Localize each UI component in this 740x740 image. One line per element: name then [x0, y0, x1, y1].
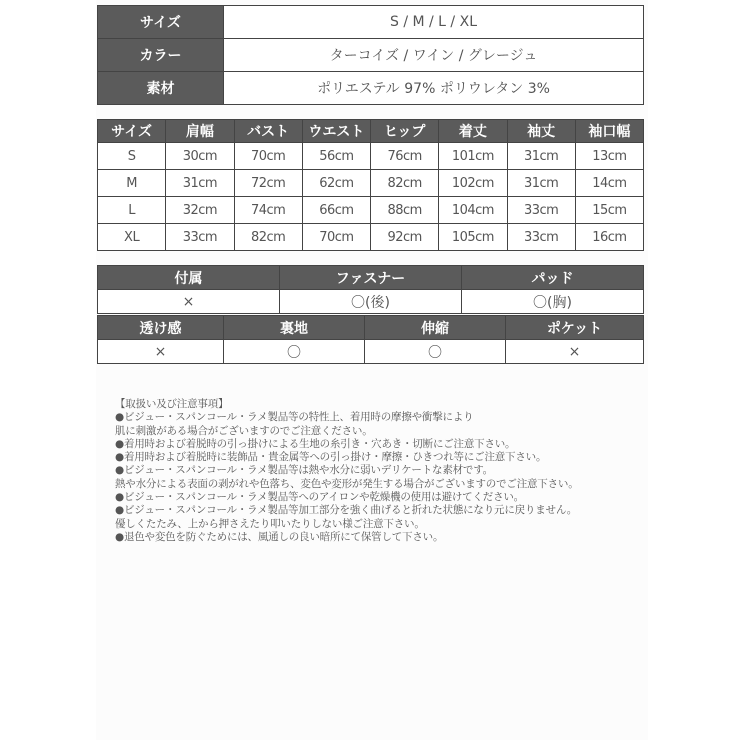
column-header: 付属 [98, 266, 280, 290]
table-cell: 33cm [507, 197, 575, 224]
column-header: 肩幅 [166, 120, 234, 143]
table-cell: 70cm [302, 224, 370, 251]
column-header: パッド [462, 266, 644, 290]
care-note-line: 優しくたたみ、上から押さえたり叩いたりしない様ご注意下さい。 [115, 517, 425, 530]
table-cell: 31cm [166, 170, 234, 197]
column-header: 袖口幅 [575, 120, 643, 143]
features-table [97, 315, 644, 364]
spec-label: 素材 [98, 72, 224, 105]
table-cell: 72cm [234, 170, 302, 197]
spec-value: S / M / L / XL [224, 6, 644, 39]
column-header: バスト [234, 120, 302, 143]
table-cell: 33cm [166, 224, 234, 251]
table-row [98, 143, 644, 170]
table-cell: XL [98, 224, 166, 251]
table-cell: 〇(後) [280, 290, 462, 314]
table-cell: 66cm [302, 197, 370, 224]
table-cell: 56cm [302, 143, 370, 170]
product-info-panel [96, 0, 648, 740]
care-note-line: 肌に刺激がある場合がございますのでご注意ください。 [115, 424, 373, 437]
column-header: サイズ [98, 120, 166, 143]
table-cell: 102cm [439, 170, 507, 197]
table-cell: 74cm [234, 197, 302, 224]
spec-value: ポリエステル 97% ポリウレタン 3% [224, 72, 644, 105]
column-header: 袖丈 [507, 120, 575, 143]
table-cell: 101cm [439, 143, 507, 170]
spec-value: ターコイズ / ワイン / グレージュ [224, 39, 644, 72]
care-note-line: ●退色や変色を防ぐためには、風通しの良い暗所にて保管して下さい。 [115, 530, 444, 543]
table-row [98, 224, 644, 251]
care-note-line: ●ビジュー・スパンコール・ラメ製品等加工部分を強く曲げると折れた状態になり元に戻りません。 [115, 504, 578, 517]
spec-label: サイズ [98, 6, 224, 39]
column-header: 着丈 [439, 120, 507, 143]
table-cell: 33cm [507, 224, 575, 251]
table-cell: 31cm [507, 143, 575, 170]
table-cell: M [98, 170, 166, 197]
size-chart-header [98, 120, 644, 143]
spec-row-size [98, 6, 644, 39]
care-note-line: ●ビジュー・スパンコール・ラメ製品等は熱や水分に弱いデリケートな素材です。 [115, 464, 493, 477]
table-row [98, 197, 644, 224]
spec-table [97, 5, 644, 105]
column-header: 裏地 [224, 316, 365, 340]
table-cell: × [98, 290, 280, 314]
spec-row-material [98, 72, 644, 105]
table-cell: S [98, 143, 166, 170]
table-cell: 70cm [234, 143, 302, 170]
column-header: 透け感 [98, 316, 224, 340]
table-cell: 105cm [439, 224, 507, 251]
table-row [98, 340, 644, 364]
table-cell: 76cm [371, 143, 439, 170]
table-cell: 62cm [302, 170, 370, 197]
accessories-header [98, 266, 644, 290]
table-cell: 14cm [575, 170, 643, 197]
table-cell: 82cm [371, 170, 439, 197]
table-cell: 13cm [575, 143, 643, 170]
spec-label: カラー [98, 39, 224, 72]
table-cell: 92cm [371, 224, 439, 251]
table-row [98, 290, 644, 314]
size-chart-table [97, 119, 644, 251]
care-note-line: 熱や水分による表面の剥がれや色落ち、変色や変形が発生する場合がございますのでご注意下さい。 [115, 477, 579, 490]
table-cell: × [98, 340, 224, 364]
table-cell: × [506, 340, 644, 364]
care-notes-title: 【取扱い及び注意事項】 [115, 398, 229, 410]
table-cell: 31cm [507, 170, 575, 197]
table-cell: 88cm [371, 197, 439, 224]
table-cell: 〇 [365, 340, 506, 364]
care-notes [115, 398, 579, 544]
care-note-line: ●着用時および着脱時に装飾品・貴金属等への引っ掛け・摩擦・ひきつれ等にご注意下さい。 [115, 451, 547, 464]
table-cell: 〇(胸) [462, 290, 644, 314]
column-header: ポケット [506, 316, 644, 340]
care-note-line: ●ビジュー・スパンコール・ラメ製品等の特性上、着用時の摩擦や衝撃により [115, 411, 474, 424]
features-header [98, 316, 644, 340]
column-header: ヒップ [371, 120, 439, 143]
table-row [98, 170, 644, 197]
table-cell: 82cm [234, 224, 302, 251]
table-cell: 16cm [575, 224, 643, 251]
table-cell: 30cm [166, 143, 234, 170]
column-header: ウエスト [302, 120, 370, 143]
table-cell: 15cm [575, 197, 643, 224]
table-cell: 104cm [439, 197, 507, 224]
spec-row-color [98, 39, 644, 72]
accessories-table [97, 265, 644, 314]
care-note-line: ●着用時および着脱時の引っ掛けによる生地の糸引き・穴あき・切断にご注意下さい。 [115, 437, 516, 450]
care-note-line: ●ビジュー・スパンコール・ラメ製品等へのアイロンや乾燥機の使用は避けてください。 [115, 491, 524, 504]
table-cell: 32cm [166, 197, 234, 224]
column-header: 伸縮 [365, 316, 506, 340]
column-header: ファスナー [280, 266, 462, 290]
table-cell: L [98, 197, 166, 224]
table-cell: 〇 [224, 340, 365, 364]
